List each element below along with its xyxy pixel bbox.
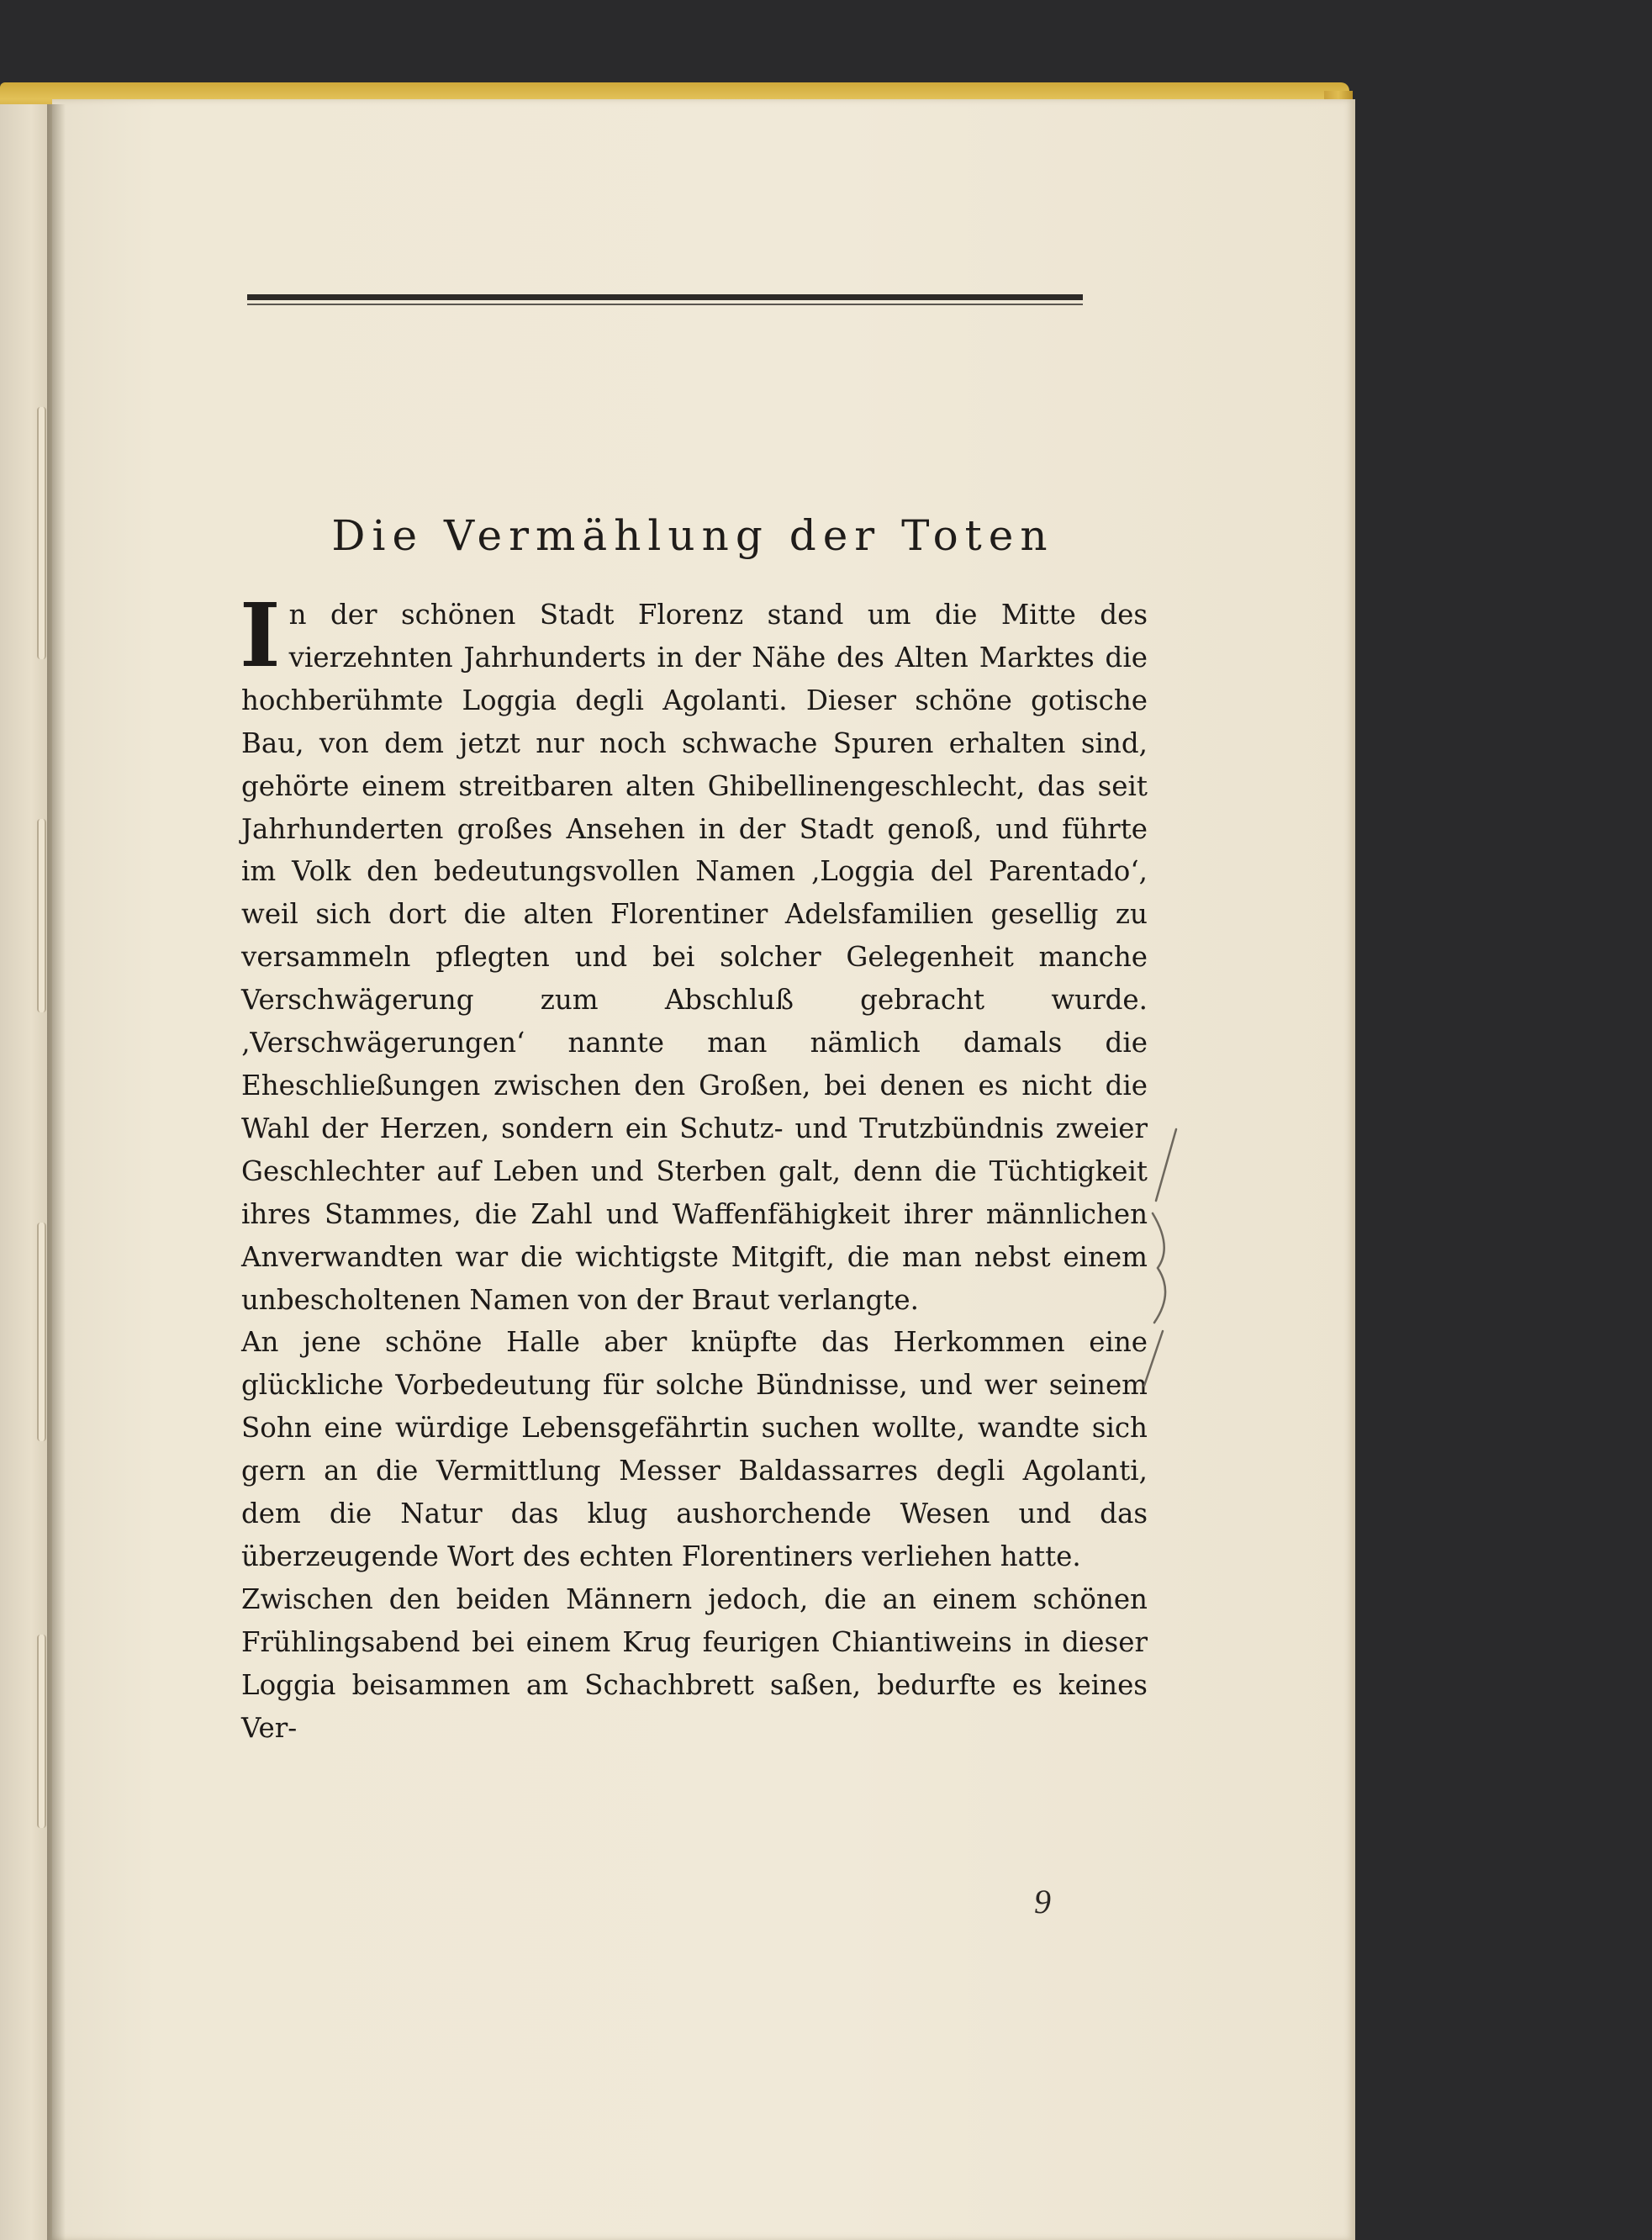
paragraph-2: An jene schöne Halle aber knüpfte das Herkommen eine glückliche Vorbedeutung für solche Bündnisse, und wer seinem Sohn eine würdige Lebensgefährtin suchen wollte, wandte sich gern an die Vermittlung Messer Baldassarres degli Agolanti, dem die Natur das klug aushorchende Wesen und das überzeugende Wort des echten Florentiners verliehen hatte. bbox=[241, 1326, 1148, 1572]
paragraph-3: Zwischen den beiden Männern jedoch, die an einem schönen Frühlingsabend bei einem Krug feurigen Chiantiweins in dieser Loggia beisammen am Schachbrett saßen, bedurfte es keines Ver- bbox=[241, 1582, 1148, 1744]
binding-stitch bbox=[37, 407, 46, 659]
paragraph-1 bbox=[240, 584, 1148, 1321]
binding-stitch bbox=[37, 819, 46, 1012]
header-rule-thin bbox=[247, 304, 1083, 305]
page-number: 9 bbox=[1034, 1883, 1051, 1920]
chapter-title: Die Vermählung der Toten bbox=[331, 511, 1054, 560]
binding-stitch bbox=[37, 1635, 46, 1828]
header-rule bbox=[247, 294, 1083, 300]
book-page bbox=[52, 99, 1355, 2240]
left-facing-page bbox=[0, 104, 52, 2240]
gutter-shadow bbox=[47, 104, 66, 2240]
binding-stitch bbox=[37, 1223, 46, 1441]
drop-cap: I bbox=[240, 584, 281, 687]
pencil-margin-mark bbox=[1124, 1121, 1208, 1390]
paragraph-1-text: n der schönen Stadt Florenz stand um die Mitte des vierzehnten Jahrhunderts in der Nähe des Alten Marktes die hochberühmte Loggia degli Agolanti. Dieser schöne gotische Bau, von dem jetzt nur noch schwache Spuren erhalten sind, gehörte einem streitbaren alten Ghibellinengeschlecht, das seit Jahrhunderten großes Ansehen in der Stadt genoß, und führte im Volk den bedeutungsvollen Namen ‚Loggia del Parentado‘, weil sich dort die alten Florentiner Adelsfamilien gesellig zu versammeln pflegten und bei solcher Gelegenheit manche Verschwägerung zum Abschluß gebracht wurde. ‚Verschwägerungen‘ nannte man nämlich damals die Eheschließungen zwischen den Großen, bei denen es nicht die Wahl der Herzen, sondern ein Schutz- und Trutzbündnis zweier Geschlechter auf Leben und Sterben galt, denn die Tüchtigkeit ihres Stammes, die Zahl und Waffenfähigkeit ihrer männlichen Anverwandten war die wichtigste Mitgift, die man nebst einem unbescholtenen Namen von der Braut verlangte. bbox=[241, 599, 1148, 1316]
body-text bbox=[240, 584, 1148, 1749]
